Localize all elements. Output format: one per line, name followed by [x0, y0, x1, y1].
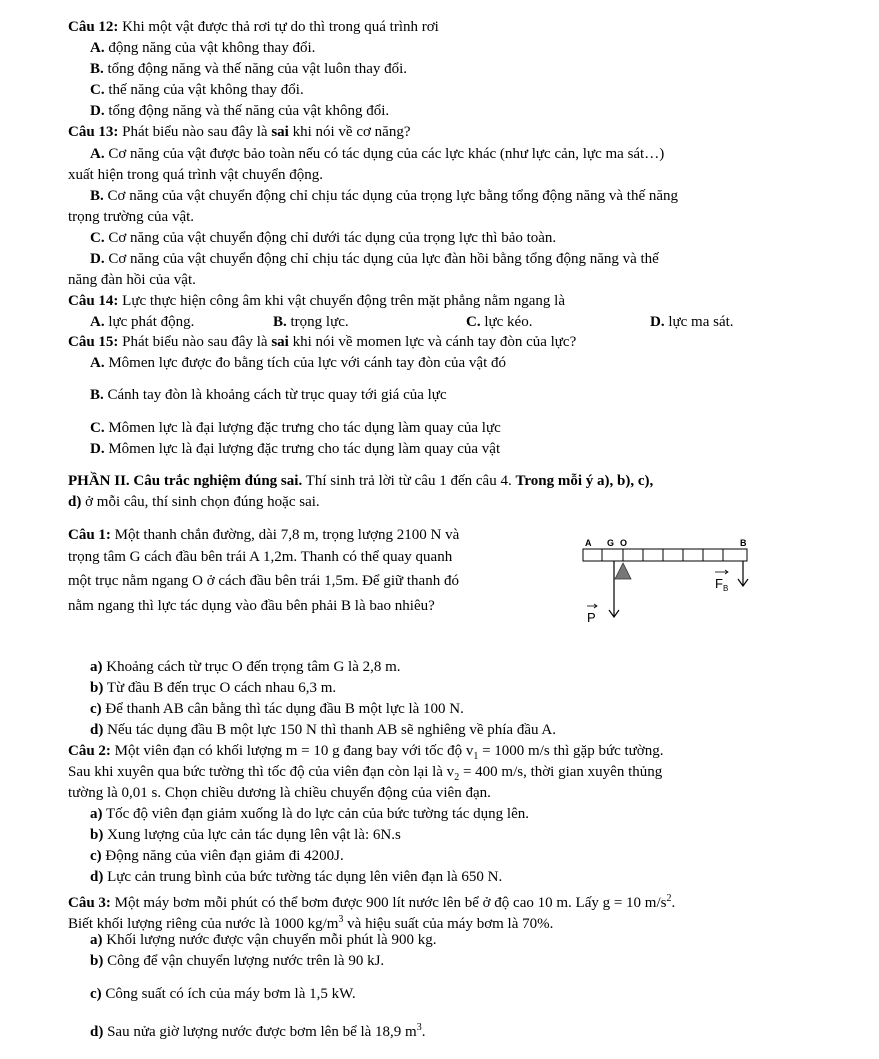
label-o: O	[620, 538, 628, 548]
q13-option-a-cont: xuất hiện trong quá trình vật chuyển động.	[68, 167, 323, 183]
q12-option-c: C. thế năng của vật không thay đổi.	[90, 82, 304, 98]
c3-item-b: b) Công để vận chuyển lượng nước trên là 90 kJ.	[90, 953, 385, 969]
c2-stem-line2: Sau khi xuyên qua bức tường thì tốc độ của viên đạn còn lại là $v_2 = 400$ m/s, thời gian xuyên thủng	[68, 764, 663, 783]
label-g: G	[607, 538, 615, 548]
c3-item-a: a) Khối lượng nước được vận chuyển mỗi phút là 900 kg.	[90, 932, 437, 948]
c1-stem-line2: trọng tâm G cách đầu bên trái A 1,2m. Thanh có thể quay quanh	[68, 549, 453, 565]
q12-label: Câu 12:	[68, 19, 119, 35]
q13-option-b-cont: trọng trường của vật.	[68, 209, 195, 225]
q15-option-b: B. Cánh tay đòn là khoảng cách từ trục quay tới giá của lực	[90, 387, 447, 403]
q12-option-b: B. tổng động năng và thế năng của vật luôn thay đổi.	[90, 61, 408, 77]
q13-stem: Câu 13: Phát biểu nào sau đây là sai khi nói về cơ năng?	[68, 124, 411, 140]
c1-item-d: d) Nếu tác dụng đầu B một lực 150 N thì thanh AB sẽ nghiêng về phía đầu A.	[90, 722, 556, 738]
q12-option-d: D. tổng động năng và thế năng của vật không đổi.	[90, 103, 390, 119]
weight-arrow	[609, 561, 619, 617]
q12-option-a: A. động năng của vật không thay đổi.	[90, 40, 316, 56]
c2-stem-line3: tường là 0,01 s. Chọn chiều dương là chiều chuyển động của viên đạn.	[68, 785, 491, 801]
c3-item-c: c) Công suất có ích của máy bơm là 1,5 kW.	[90, 986, 356, 1002]
force-b-arrow	[738, 561, 748, 586]
c1-item-b: b) Từ đầu B đến trục O cách nhau 6,3 m.	[90, 680, 337, 696]
q15-stem: Câu 15: Phát biểu nào sau đây là sai khi nói về momen lực và cánh tay đòn của lực?	[68, 334, 577, 350]
c1-stem-line4: nằm ngang thì lực tác dụng vào đầu bên phải B là bao nhiêu?	[68, 598, 435, 614]
label-a: A	[585, 538, 592, 548]
pivot-support	[615, 563, 631, 579]
q13-option-d: D. Cơ năng của vật chuyển động chỉ chịu tác dụng của lực đàn hồi bằng tổng động năng và thế	[90, 251, 659, 267]
bar-ab	[583, 549, 747, 561]
part2-header: PHẦN II. Câu trắc nghiệm đúng sai. Thí sinh trả lời từ câu 1 đến câu 4. Trong mỗi ý a), b), c),	[68, 473, 654, 489]
c3-stem-line2: Biết khối lượng riêng của nước là 1000 $kg/m^3$ và hiệu suất của máy bơm là 70%.	[68, 914, 554, 932]
q13-option-d-cont: năng đàn hồi của vật.	[68, 272, 196, 288]
c1-item-a: a) Khoảng cách từ trục O đến trọng tâm G là 2,8 m.	[90, 659, 401, 675]
q14-stem: Câu 14: Lực thực hiện công âm khi vật chuyển động trên mặt phẳng nằm ngang là	[68, 293, 565, 309]
q13-option-a: A. Cơ năng của vật được bảo toàn nếu có tác dụng của các lực khác (như lực cản, lực ma sát…)	[90, 146, 665, 162]
label-b: B	[740, 538, 747, 548]
q14-option-d: D. lực ma sát.	[650, 314, 734, 330]
c3-item-d: d) Sau nửa giờ lượng nước được bơm lên bể là 18,9 $m^3$.	[90, 1022, 426, 1040]
q15-option-d: D. Mômen lực là đại lượng đặc trưng cho tác dụng làm quay của vật	[90, 441, 501, 457]
part2-header-cont: d) ở mỗi câu, thí sinh chọn đúng hoặc sai.	[68, 494, 320, 510]
q14-option-c: C. lực kéo.	[466, 314, 533, 330]
c2-item-b: b) Xung lượng của lực cản tác dụng lên vật là: 6N.s	[90, 827, 401, 843]
lever-diagram	[575, 530, 775, 630]
weight-label: P	[587, 610, 596, 625]
q14-option-a: A. lực phát động.	[90, 314, 195, 330]
q15-option-a: A. Mômen lực được đo bằng tích của lực với cánh tay đòn của vật đó	[90, 355, 506, 371]
c2-item-d: d) Lực cản trung bình của bức tường tác dụng lên viên đạn là 650 N.	[90, 869, 503, 885]
c3-stem-line1: Câu 3: Một máy bơm mỗi phút có thể bơm được 900 lít nước lên bể ở độ cao 10 m. Lấy g = 10 $m/s^2$.	[68, 893, 676, 911]
c1-item-c: c) Để thanh AB cân bằng thì tác dụng đầu B một lực là 100 N.	[90, 701, 464, 717]
q12-stem: Câu 12: Khi một vật được thả rơi tự do thì trong quá trình rơi	[68, 19, 439, 35]
q13-option-c: C. Cơ năng của vật chuyển động chỉ dưới tác dụng của trọng lực thì bảo toàn.	[90, 230, 557, 246]
c2-item-a: a) Tốc độ viên đạn giảm xuống là do lực cản của bức tường tác dụng lên.	[90, 806, 530, 822]
c2-item-c: c) Động năng của viên đạn giảm đi 4200J.	[90, 848, 344, 864]
c1-stem-line3: một trục nằm ngang O ở cách đầu bên trái 1,5m. Để giữ thanh đó	[68, 573, 459, 589]
c2-stem-line1: Câu 2: Một viên đạn có khối lượng m = 10 g đang bay với tốc độ $v_1 = 1000$ m/s thì gặp bức tường.	[68, 743, 664, 762]
q15-option-c: C. Mômen lực là đại lượng đặc trưng cho tác dụng làm quay của lực	[90, 420, 501, 436]
force-b-label: $F_B$	[715, 576, 729, 593]
q13-option-b: B. Cơ năng của vật chuyển động chỉ chịu tác dụng của trọng lực bằng tổng động năng và thế năng	[90, 188, 679, 204]
c1-stem-line1: Câu 1: Một thanh chắn đường, dài 7,8 m, trọng lượng 2100 N và	[68, 527, 460, 543]
q14-option-b: B. trọng lực.	[273, 314, 349, 330]
